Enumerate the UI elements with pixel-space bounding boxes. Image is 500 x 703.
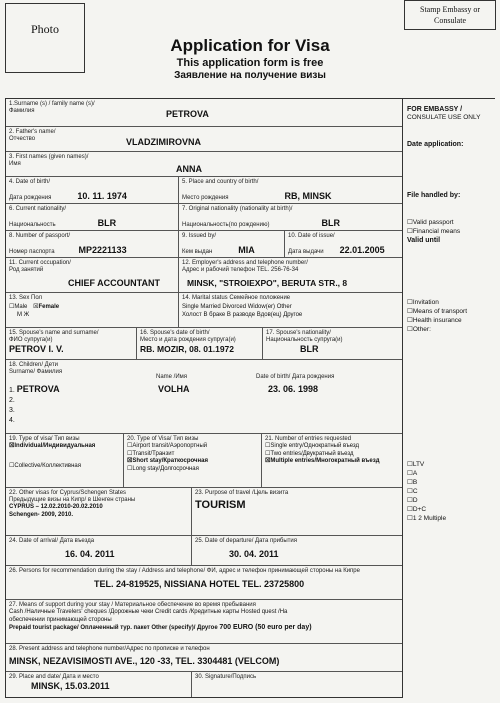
multiple-entries-checkbox[interactable]: ☒ (265, 458, 271, 464)
visa-kind-label: 19. Type of visa/ Тип визы (9, 436, 80, 442)
collective-label: Collective/Коллективная (14, 462, 81, 469)
birthplace-label: 5. Place and country of birth/ (182, 179, 259, 185)
issued-by-field[interactable]: MIA (238, 245, 255, 255)
embassy-use-panel (403, 98, 495, 699)
row-recommendation (6, 565, 402, 599)
occupation-field[interactable]: CHIEF ACCOUNTANT (68, 278, 160, 288)
employer-field[interactable]: MINSK, "STROIEXPO", BERUTA STR., 8 (187, 278, 348, 288)
children-name-header: Name /Имя (156, 374, 188, 380)
dob-label-ru: Дата рождения (9, 195, 52, 201)
transit-checkbox[interactable]: ☐ (127, 450, 133, 457)
invitation-label: Invitation (412, 299, 439, 306)
short-stay-label: Short stay/Краткосрочная (132, 458, 208, 464)
children-surname-header: Surname/ Фамилия (9, 369, 63, 375)
other-checkbox[interactable]: ☐ (407, 326, 413, 333)
d-label: D (412, 497, 418, 504)
ltv-label: LTV (412, 461, 425, 468)
ltv-checkbox[interactable]: ☐ (407, 461, 413, 468)
transport-checkbox[interactable]: ☐ (407, 308, 413, 315)
transport-label: Means of transport (412, 308, 468, 315)
employer-label-ru: Адрес и рабочий телефон TEL. 256-76-34 (182, 267, 299, 273)
single-entry-label: Single entry/Однократный въезд (270, 443, 360, 449)
sex-label: 13. Sex Пол (9, 295, 43, 301)
child-name-field[interactable]: VOLHA (158, 384, 190, 394)
valid-passport-checkbox[interactable]: ☐ (407, 219, 413, 226)
row-visa-type (6, 433, 402, 487)
other-visas-label-ru: Предыдущие визы на Кипр/ в Шенген страны (9, 497, 136, 503)
row-first-name (6, 151, 402, 176)
nationality-field[interactable]: BLR (97, 218, 117, 228)
dc-checkbox[interactable]: ☐ (407, 506, 413, 513)
purpose-label: 23. Purpose of travel /Цель визита (195, 490, 289, 496)
issue-date-field[interactable]: 22.01.2005 (339, 245, 385, 255)
issue-date-label: 10. Date of issue/ (288, 233, 335, 239)
row-support (6, 599, 402, 643)
recommendation-label: 26. Persons for recommendation during the stay / Address and telephone/ ФИ, адрес и телефон принимающей стороны на Кипре (9, 568, 360, 574)
arrival-field[interactable]: 16. 04. 2011 (65, 549, 115, 559)
row-occupation (6, 257, 402, 292)
dob-field[interactable]: 10. 11. 1974 (77, 191, 127, 201)
b-checkbox[interactable]: ☐ (407, 479, 413, 486)
address-label: 28. Present address and telephone number/Адрес по прописке и телефон (9, 646, 210, 652)
spouse-nationality-field[interactable]: BLR (300, 344, 319, 354)
child-index-1: 1. (9, 387, 15, 394)
row-address (6, 643, 402, 671)
issued-by-label: 9. Issued by/ (182, 233, 217, 239)
entries-count-label: 1 2 Multiple (412, 515, 447, 522)
male-checkbox[interactable]: ☐ (9, 304, 15, 310)
first-name-label: 3. First names (given names)/ (9, 154, 89, 160)
surname-label: 1.Surname (s) / family name (s)/ (9, 101, 95, 107)
surname-field[interactable]: PETROVA (166, 109, 209, 119)
marital-label: 14. Marital status Семейное положение (182, 295, 291, 301)
airport-transit-label: Airport transit/Аэропортный (132, 443, 208, 449)
birthplace-label-ru: Место рождения (182, 195, 229, 201)
two-entries-label: Two entries/Двукратный въезд (270, 450, 354, 457)
spouse-name-field[interactable]: PETROV I. V. (9, 344, 64, 354)
spouse-nationality-label: 17. Spouse's nationality/ (266, 330, 331, 336)
stamp-box (404, 0, 496, 30)
children-label: 18. Children/ Дети (9, 362, 58, 368)
date-application-label: Date application: (407, 141, 464, 148)
d-checkbox[interactable]: ☐ (407, 497, 413, 504)
row-dates (6, 535, 402, 565)
a-label: A (412, 470, 418, 477)
row-surname (6, 99, 402, 126)
child-index-4: 4. (9, 417, 15, 424)
father-name-field[interactable]: VLADZIMIROVNA (126, 137, 201, 147)
issue-date-label-ru: Дата выдачи (288, 249, 324, 255)
spouse-dob-label-ru: Место и дата рождения супруга(и) (140, 337, 236, 343)
orig-nationality-field[interactable]: BLR (321, 218, 340, 228)
long-stay-label: Long stay/Долгосрочная (132, 465, 199, 472)
other-visas-field-2[interactable]: Schengen- 2009, 2010. (9, 511, 74, 518)
stamp-label: Stamp Embassy or Consulate (420, 5, 480, 25)
other-visas-label: 22. Other visas for Cyprus/Schengen States (9, 490, 127, 496)
spouse-name-label-ru: ФИО супруга(и) (9, 337, 53, 343)
other-label: Other: (412, 326, 431, 333)
invitation-checkbox[interactable]: ☐ (407, 299, 413, 306)
multiple-entries-label: Multiple entries/Многократный въезд (270, 458, 380, 464)
health-label: Health insurance (412, 317, 462, 324)
collective-checkbox[interactable]: ☐ (9, 462, 15, 469)
financial-label: Financial means (412, 228, 461, 235)
row-place-signature (6, 671, 402, 697)
visa-type-label: 20. Type of Visa/ Тип визы (127, 436, 199, 442)
entries-checkbox[interactable]: ☐ (407, 515, 413, 522)
row-sex-marital (6, 292, 402, 327)
row-father-name (6, 126, 402, 151)
marital-options[interactable]: Single Married Divorced Widow(er) Other (182, 304, 292, 310)
sex-label-ru: M Ж (17, 311, 30, 318)
first-name-field[interactable]: ANNA (176, 164, 202, 174)
signature-label: 30. Signature/Подпись (195, 674, 257, 680)
employer-label: 12. Employer's address and telephone number/ (182, 260, 308, 266)
valid-until-label: Valid until (407, 237, 441, 244)
departure-label: 25. Date of departure/ Дата прибытия (195, 538, 298, 544)
child-dob-field[interactable]: 23. 06. 1998 (268, 384, 319, 394)
support-options-cont: обеспечении принимающей стороны (9, 616, 112, 623)
surname-label-ru: Фамилия (9, 108, 35, 114)
occupation-label-ru: Род занятий (9, 267, 44, 273)
a-checkbox[interactable]: ☐ (407, 470, 413, 477)
orig-nationality-label: 7. Original nationality (nationality at birth)/ (182, 206, 293, 212)
recommendation-field[interactable]: TEL. 24-819525, NISSIANA HOTEL TEL. 23725800 (94, 579, 305, 589)
arrival-label: 24. Date of arrival/ Дата въезда (9, 538, 95, 544)
health-checkbox[interactable]: ☐ (407, 317, 413, 324)
address-field[interactable]: MINSK, NEZAVISIMOSTI AVE., 120 -33, TEL. 3304481 (VELCOM) (9, 656, 280, 666)
individual-checkbox[interactable]: ☒ (9, 443, 15, 449)
passport-label: 8. Number of passport/ (9, 233, 71, 239)
row-birth (6, 176, 402, 203)
page-subtitle-ru: Заявление на получение визы (174, 70, 326, 81)
row-children (6, 359, 402, 433)
row-other-visas (6, 487, 402, 535)
long-stay-checkbox[interactable]: ☐ (127, 465, 133, 472)
passport-field[interactable]: MP2221133 (78, 245, 127, 255)
nationality-label-ru: Национальность (9, 222, 56, 228)
nationality-label: 6. Current nationality/ (9, 206, 67, 212)
orig-nationality-label-ru: Национальность(по рождению) (182, 222, 270, 228)
marital-options-ru: Холост В браке В разводе Вдов(ец) Другое (182, 311, 303, 318)
support-amount-field[interactable]: 700 EURO (50 euro per day) (219, 624, 312, 631)
male-label: Male (14, 304, 28, 310)
passport-label-ru: Номер паспорта (9, 249, 55, 255)
father-name-label-ru: Отчество (9, 136, 36, 142)
page-subtitle: This application form is free (176, 57, 324, 69)
row-passport (6, 230, 402, 257)
two-entries-checkbox[interactable]: ☐ (265, 450, 271, 457)
other-visas-field-1[interactable]: CYPRUS – 12.02.2010-20.02.2010 (9, 504, 103, 510)
row-nationality (6, 203, 402, 230)
embassy-header: FOR EMBASSY / (407, 106, 463, 113)
support-label: 27. Means of support during your stay / Материальное обеспечение во время пребывания (9, 602, 256, 608)
place-date-field[interactable]: MINSK, 15.03.2011 (31, 681, 110, 691)
first-name-label-ru: Имя (9, 161, 21, 167)
birthplace-field[interactable]: RB, MINSK (284, 191, 332, 201)
visa-form (5, 98, 403, 698)
support-options[interactable]: Cash /Наличные Travelers' cheques /Дорожные чеки Credit cards /Кредитные карты Hosted quest /На (9, 609, 288, 615)
row-spouse (6, 327, 402, 359)
photo-label: Photo (30, 22, 59, 36)
children-date-header: Date of birth/ Дата рождения (256, 374, 335, 380)
father-name-label: 2. Father's name/ (9, 129, 56, 135)
departure-field[interactable]: 30. 04. 2011 (229, 549, 279, 559)
child-index-2: 2. (9, 397, 15, 404)
financial-checkbox[interactable]: ☐ (407, 228, 413, 235)
dc-label: D+C (412, 506, 427, 513)
valid-passport-label: Valid passport (412, 219, 454, 226)
b-label: B (412, 479, 418, 486)
occupation-label: 11. Current occupation/ (9, 260, 71, 266)
page-title: Application for Visa (170, 36, 330, 55)
child-index-3: 3. (9, 407, 15, 414)
embassy-subheader: CONSULATE USE ONLY (407, 114, 481, 121)
file-handled-label: File handled by: (407, 192, 461, 199)
transit-label: Transit/Транзит (132, 450, 175, 457)
child-surname-field[interactable]: PETROVA (16, 384, 60, 394)
female-label: Female (38, 304, 60, 310)
c-label: C (412, 488, 418, 495)
issued-by-label-ru: Кем выдан (182, 249, 213, 255)
spouse-dob-label: 16. Spouse's date of birth/ (140, 330, 210, 336)
spouse-name-label: 15. Spouse's name and surname/ (9, 330, 99, 336)
short-stay-checkbox[interactable]: ☒ (127, 458, 133, 464)
spouse-dob-field[interactable]: RB. MOZIR, 08. 01.1972 (140, 344, 235, 354)
entries-label: 21. Number of entries requested (265, 436, 352, 442)
purpose-field[interactable]: TOURISM (195, 499, 246, 511)
spouse-nationality-label-ru: Национальность супруга(и) (266, 337, 343, 343)
individual-label: Individual/Индивидуальная (14, 443, 96, 449)
single-entry-checkbox[interactable]: ☐ (265, 443, 271, 449)
dob-label: 4. Date of birth/ (9, 179, 51, 185)
female-checkbox[interactable]: ☒ (33, 304, 39, 310)
airport-transit-checkbox[interactable]: ☐ (127, 443, 133, 449)
c-checkbox[interactable]: ☐ (407, 488, 413, 495)
support-options-2[interactable]: Prepaid tourist package/ Оплаченный тур. пакет Other (specify)/ Другое (9, 625, 218, 631)
place-date-label: 29. Place and date/ Дата и место (9, 674, 99, 680)
